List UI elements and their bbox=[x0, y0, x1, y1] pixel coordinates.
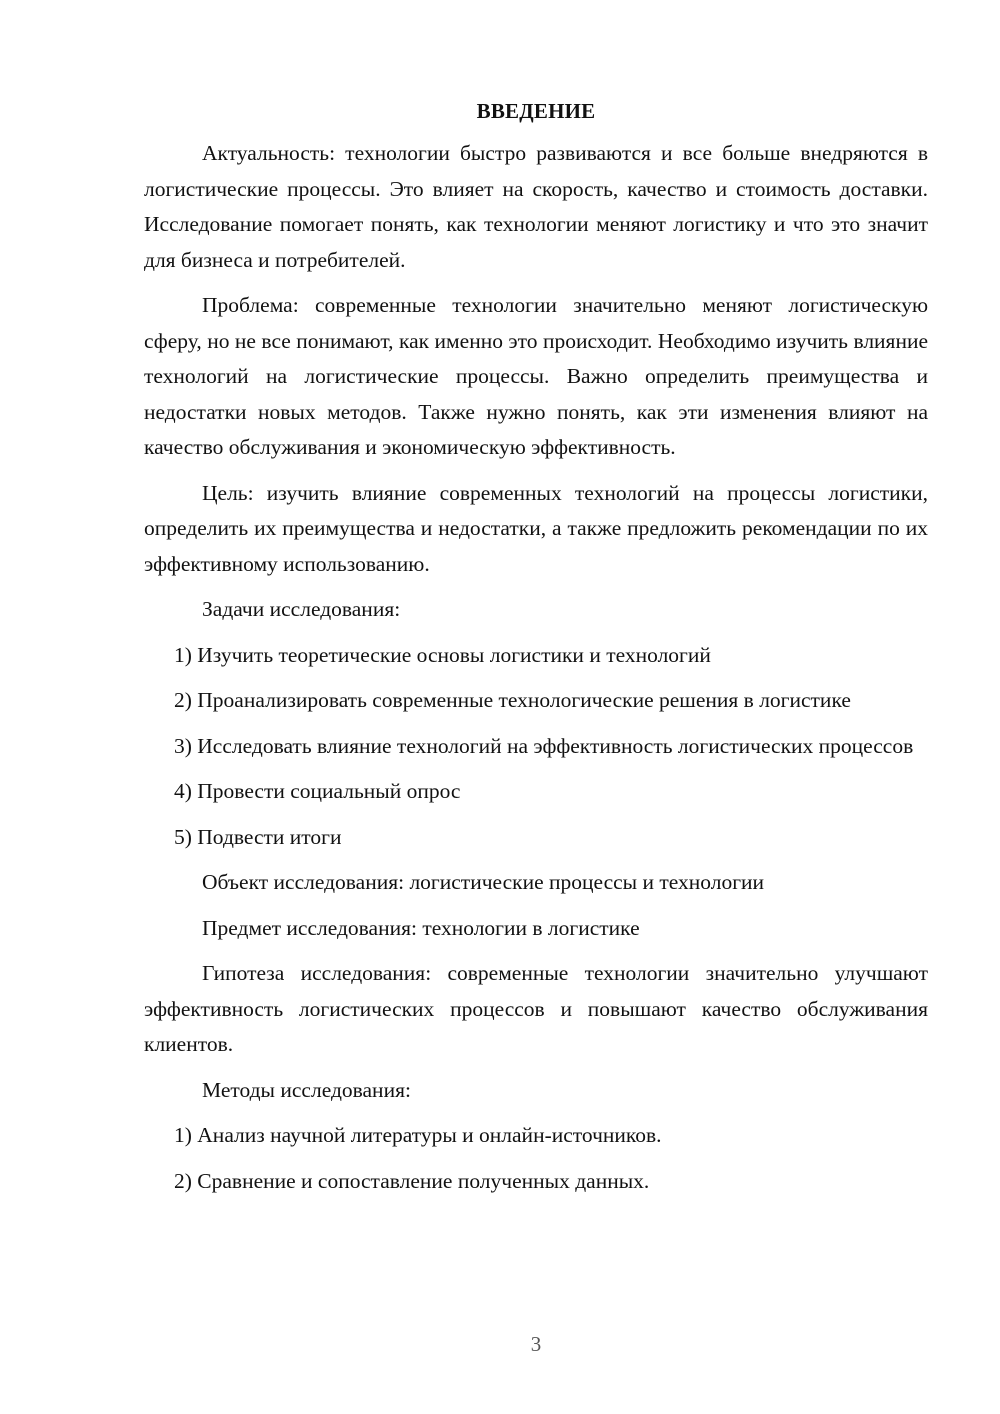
relevance-paragraph: Актуальность: технологии быстро развиваются и все больше внедряются в логистические процессы. Это влияет на скорость, качество и стоимость доставки. Исследование помогает понять, как технологии меняют логистику и что это значит для бизнеса и потребителей. bbox=[144, 141, 928, 272]
method-item-2: 2) Сравнение и сопоставление полученных данных. bbox=[174, 1168, 650, 1193]
task-item-2: 2) Проанализировать современные технологические решения в логистике bbox=[174, 688, 851, 712]
tasks-title: Задачи исследования: bbox=[202, 597, 401, 621]
section-heading: ВВЕДЕНИЕ bbox=[476, 99, 596, 123]
task-item-1: 1) Изучить теоретические основы логистики и технологий bbox=[174, 642, 711, 667]
page-content bbox=[144, 96, 928, 1199]
hypothesis-paragraph: Гипотеза исследования: современные технологии значительно улучшают эффективность логистических процессов и повышают качество обслуживания клиентов. bbox=[144, 961, 928, 1056]
goal-paragraph: Цель: изучить влияние современных технологий на процессы логистики, определить их преимущества и недостатки, а также предложить рекомендации по их эффективному использованию. bbox=[144, 480, 928, 576]
problem-paragraph: Проблема: современные технологии значительно меняют логистическую сферу, но не все понимают, как именно это происходит. Необходимо изучить влияние технологий на логистические процессы. Важно определить преимущества и недостатки новых методов. Также нужно понять, как эти изменения влияют на качество обслуживания и экономическую эффективность. bbox=[144, 293, 928, 459]
subject-paragraph: Предмет исследования: технологии в логистике bbox=[202, 915, 640, 940]
page-number: 3 bbox=[530, 1332, 542, 1356]
object-paragraph: Объект исследования: логистические процессы и технологии bbox=[202, 870, 765, 894]
method-item-1: 1) Анализ научной литературы и онлайн-источников. bbox=[174, 1123, 662, 1147]
task-item-5: 5) Подвести итоги bbox=[174, 824, 342, 849]
task-item-4: 4) Провести социальный опрос bbox=[174, 779, 461, 803]
methods-title: Методы исследования: bbox=[202, 1077, 411, 1102]
task-item-3: 3) Исследовать влияние технологий на эффективность логистических процессов bbox=[174, 733, 914, 758]
